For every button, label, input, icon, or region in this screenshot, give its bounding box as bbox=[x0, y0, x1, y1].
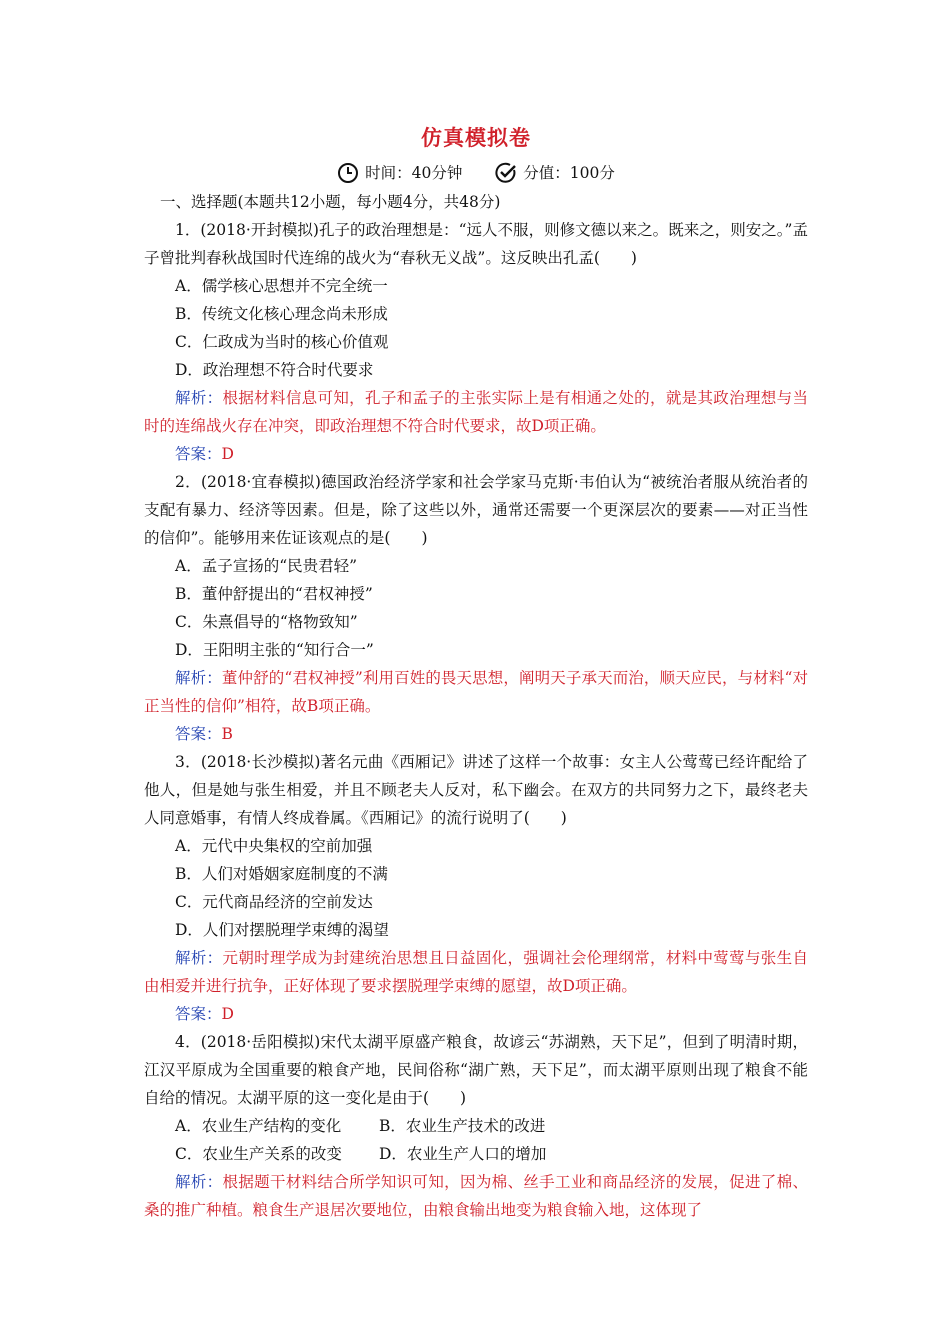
check-circle-icon bbox=[495, 162, 517, 184]
q3-option-a: A．元代中央集权的空前加强 bbox=[175, 837, 373, 855]
q1-option-d: D．政治理想不符合时代要求 bbox=[175, 361, 374, 379]
q4-option-d: D．农业生产人口的增加 bbox=[379, 1145, 547, 1163]
time-info bbox=[337, 160, 462, 186]
answer-value: B bbox=[221, 725, 233, 743]
q3-answer bbox=[144, 1000, 808, 1028]
page-title: 仿真模拟卷 bbox=[421, 125, 531, 150]
answer-value: D bbox=[221, 445, 234, 463]
analysis-label: 解析： bbox=[175, 389, 223, 407]
question-3-stem: 3．(2018·长沙模拟)著名元曲《西厢记》讲述了这样一个故事：女主人公莺莺已经许配给了他人，但是她与张生相爱，并且不顾老夫人反对，私下幽会。在双方的共同努力之下，最终老夫人同意婚事，有情人终成眷属。《西厢记》的流行说明了( ) bbox=[144, 753, 808, 827]
q3-option-d: D．人们对摆脱理学束缚的渴望 bbox=[175, 921, 389, 939]
clock-icon bbox=[337, 162, 359, 184]
q2-option-d: D．王阳明主张的“知行合一” bbox=[175, 641, 374, 659]
analysis-label: 解析： bbox=[175, 949, 223, 967]
analysis-text: 元朝时理学成为封建统治思想且日益固化，强调社会伦理纲常，材料中莺莺与张生自由相爱并进行抗争，正好体现了要求摆脱理学束缚的愿望，故D项正确。 bbox=[144, 949, 808, 995]
q1-option-a: A．儒学核心思想并不完全统一 bbox=[175, 277, 388, 295]
q3-option-c: C．元代商品经济的空前发达 bbox=[175, 893, 373, 911]
answer-value: D bbox=[221, 1005, 234, 1023]
answer-label: 答案： bbox=[175, 445, 222, 463]
score-label: 分值：100分 bbox=[523, 164, 615, 182]
analysis-text: 董仲舒的“君权神授”利用百姓的畏天思想，阐明天子承天而治，顺天应民，与材料“对正当性的信仰”相符，故B项正确。 bbox=[144, 669, 808, 715]
q1-option-c: C．仁政成为当时的核心价值观 bbox=[175, 333, 389, 351]
exam-meta bbox=[144, 160, 808, 186]
q2-analysis bbox=[144, 664, 808, 720]
q4-option-c: C．农业生产关系的改变 bbox=[175, 1145, 342, 1163]
analysis-text: 根据材料信息可知，孔子和孟子的主张实际上是有相通之处的，就是其政治理想与当时的连绵战火存在冲突，即政治理想不符合时代要求，故D项正确。 bbox=[144, 389, 808, 435]
q3-option-b: B．人们对婚姻家庭制度的不满 bbox=[175, 865, 388, 883]
question-4-stem: 4．(2018·岳阳模拟)宋代太湖平原盛产粮食，故谚云“苏湖熟，天下足”，但到了明清时期，江汉平原成为全国重要的粮食产地，民间俗称“湖广熟，天下足”，而太湖平原则出现了粮食不能自给的情况。太湖平原的这一变化是由于( ) bbox=[144, 1033, 808, 1107]
answer-label: 答案： bbox=[175, 1005, 222, 1023]
q2-option-b: B．董仲舒提出的“君权神授” bbox=[175, 585, 373, 603]
question-1-stem: 1．(2018·开封模拟)孔子的政治理想是：“远人不服，则修文德以来之。既来之，则安之。”孟子曾批判春秋战国时代连绵的战火为“春秋无义战”。这反映出孔孟( ) bbox=[144, 221, 808, 267]
q4-options-row-1 bbox=[144, 1112, 808, 1140]
q1-analysis bbox=[144, 384, 808, 440]
q4-options-row-2 bbox=[144, 1140, 808, 1168]
q3-analysis bbox=[144, 944, 808, 1000]
q2-answer bbox=[144, 720, 808, 748]
q4-analysis bbox=[144, 1168, 808, 1224]
score-info bbox=[495, 160, 615, 186]
q2-option-a: A．孟子宣扬的“民贵君轻” bbox=[175, 557, 358, 575]
q1-answer bbox=[144, 440, 808, 468]
document-page bbox=[144, 116, 808, 1224]
q4-option-b: B．农业生产技术的改进 bbox=[379, 1117, 546, 1135]
answer-label: 答案： bbox=[175, 725, 222, 743]
question-2-stem: 2．(2018·宜春模拟)德国政治经济学家和社会学家马克斯·韦伯认为“被统治者服从统治者的支配有暴力、经济等因素。但是，除了这些以外，通常还需要一个更深层次的要素——对正当性的信仰”。能够用来佐证该观点的是( ) bbox=[144, 473, 808, 547]
analysis-text: 根据题干材料结合所学知识可知，因为棉、丝手工业和商品经济的发展，促进了棉、桑的推广种植。粮食生产退居次要地位，由粮食输出地变为粮食输入地，这体现了 bbox=[144, 1173, 808, 1219]
q1-option-b: B．传统文化核心理念尚未形成 bbox=[175, 305, 388, 323]
q2-option-c: C．朱熹倡导的“格物致知” bbox=[175, 613, 358, 631]
time-label: 时间：40分钟 bbox=[365, 164, 463, 182]
analysis-label: 解析： bbox=[175, 1173, 223, 1191]
section-heading: 一、选择题(本题共12小题，每小题4分，共48分) bbox=[160, 193, 501, 211]
analysis-label: 解析： bbox=[175, 669, 222, 687]
q4-option-a: A．农业生产结构的变化 bbox=[175, 1117, 342, 1135]
